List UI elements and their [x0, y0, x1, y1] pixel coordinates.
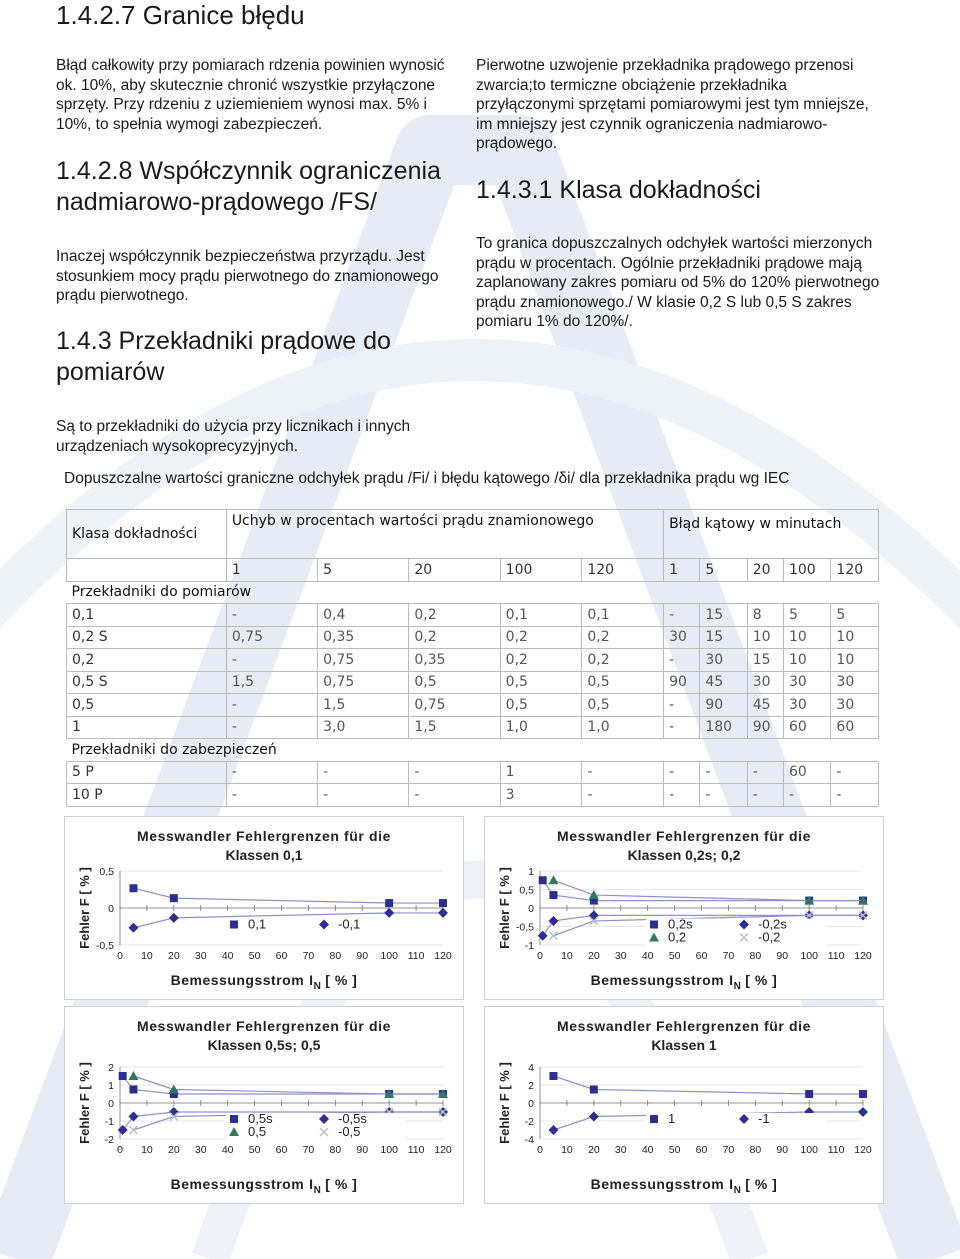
table-cell: - [664, 716, 700, 739]
x-axis-symbol: I [729, 1176, 734, 1192]
chart-svg [65, 817, 463, 999]
x-tick-label: 110 [827, 950, 845, 962]
table-cell: 1 [226, 559, 317, 582]
data-point [128, 1071, 138, 1080]
table-row [67, 649, 879, 672]
x-tick-label: 10 [141, 950, 153, 962]
y-axis-label: Fehler F [ % ] [77, 867, 92, 949]
table-cell: 0,2 [582, 649, 664, 672]
data-point [129, 884, 137, 892]
x-tick-label: 110 [407, 1144, 425, 1156]
table-cell: 30 [664, 626, 700, 649]
table-cell: 45 [700, 671, 747, 694]
chart-title: Messwandler Fehlergrenzen für die [137, 1018, 391, 1034]
y-tick-label: 0 [108, 1098, 114, 1110]
x-tick-label: 100 [800, 1144, 818, 1156]
series-line [553, 880, 863, 900]
table-cell: 0,2 [500, 626, 582, 649]
data-point [589, 1112, 599, 1122]
x-tick-label: 100 [380, 950, 398, 962]
table-cell: - [664, 784, 700, 807]
table-cell: 10 [783, 649, 830, 672]
y-tick-label: 0 [108, 903, 114, 915]
data-point [549, 932, 557, 940]
header-ratio-error: Uchyb w procentach wartości prądu znamionowego [226, 510, 663, 559]
x-tick-label: 120 [854, 950, 872, 962]
y-tick-label: -2 [524, 1116, 534, 1128]
x-axis-subscript: N [313, 1185, 322, 1196]
x-axis-subscript: N [733, 981, 742, 992]
table-cell: 100 [783, 559, 830, 582]
title-line: 1.4.3 Przekładniki prądowe do [56, 327, 391, 355]
x-tick-label: 120 [434, 950, 452, 962]
table-cell: - [582, 761, 664, 784]
y-axis-label: Fehler F [ % ] [497, 867, 512, 949]
x-tick-label: 60 [695, 1144, 708, 1156]
table-cell: 100 [500, 559, 582, 582]
table-cell: 30 [831, 671, 879, 694]
data-point [538, 931, 548, 941]
table-cell: 1 [664, 559, 700, 582]
header-class: Klasa dokładności [67, 510, 227, 559]
legend-label: 0,1 [248, 916, 267, 932]
y-axis-label: Fehler F [ % ] [497, 1062, 512, 1144]
x-tick-label: 0 [117, 1144, 123, 1156]
title-line: 1.4.2.8 Współczynnik ograniczenia [56, 157, 441, 185]
x-tick-label: 80 [749, 950, 762, 962]
table-cell: 0,2 [500, 649, 582, 672]
x-tick-label: 90 [776, 950, 789, 962]
table-cell: 5 [831, 604, 879, 627]
table-cell: 0,5 [500, 694, 582, 717]
table-cell: 8 [747, 604, 783, 627]
table-cell: 60 [783, 761, 830, 784]
table-cell: 0,4 [318, 604, 409, 627]
table-cell: 15 [700, 604, 747, 627]
section-protect-label: Przekładniki do zabezpieczeń [71, 741, 277, 758]
chart-svg [65, 1007, 463, 1203]
x-tick-label: 100 [800, 950, 818, 962]
x-axis-label [591, 1176, 778, 1196]
table-cell: 60 [831, 716, 879, 739]
chart-title: Messwandler Fehlergrenzen für die [557, 828, 811, 844]
table-cell: - [318, 761, 409, 784]
x-tick-label: 80 [329, 950, 342, 962]
class-cell: 5 P [67, 761, 227, 784]
data-point [129, 1086, 137, 1094]
table-cell: 1,5 [318, 694, 409, 717]
section-text-1-4-2-7: Błąd całkowity przy pomiarach rdzenia powinien wynosić ok. 10%, aby skutecznie chronić wszystkie przyłączone sprzęty. Przy rdzeniu z uziemieniem wynosi max. 5% i 10%, to spełnia wymogi zabezpieczeń. [56, 57, 445, 133]
x-tick-label: 120 [854, 1144, 872, 1156]
table-cell: - [664, 694, 700, 717]
data-point [548, 916, 558, 926]
x-tick-label: 20 [587, 1144, 600, 1156]
class-cell: 0,2 S [67, 626, 227, 649]
accuracy-table [66, 509, 879, 807]
table-cell: 0,2 [409, 626, 500, 649]
x-axis-symbol: I [729, 972, 734, 988]
header-phase-error: Błąd kątowy w minutach [664, 510, 879, 559]
x-tick-label: 70 [722, 1144, 735, 1156]
chart-svg [485, 817, 883, 999]
table-cell: 90 [747, 716, 783, 739]
class-cell: 0,1 [67, 604, 227, 627]
class-cell: 1 [67, 716, 227, 739]
table-cell: 15 [747, 649, 783, 672]
x-axis-label-text: Bemessungsstrom [590, 1176, 725, 1192]
legend-symbol [650, 1115, 658, 1123]
x-tick-label: 70 [302, 950, 315, 962]
class-cell: 0,5 S [67, 671, 227, 694]
y-tick-label: 0 [528, 903, 534, 915]
y-tick-label: 0,5 [519, 884, 534, 897]
table-cell: 180 [700, 716, 747, 739]
table-cell: 5 [783, 604, 830, 627]
legend-label: -1 [758, 1111, 770, 1126]
table-cell: 1,0 [582, 716, 664, 739]
table-cell: 1 [500, 761, 582, 784]
legend-label: -0,1 [338, 916, 361, 932]
section-title-1-4-2-7: 1.4.2.7 Granice błędu [56, 0, 305, 30]
x-tick-label: 100 [380, 1144, 398, 1156]
x-tick-label: 40 [641, 1144, 654, 1156]
table-cell: 60 [783, 716, 830, 739]
x-tick-label: 40 [221, 1144, 234, 1156]
table-cell: 0,35 [318, 626, 409, 649]
section-title-1-4-2-8 [56, 156, 476, 218]
table-cell: 30 [783, 694, 830, 717]
x-tick-label: 110 [407, 950, 425, 962]
table-cell: 90 [700, 694, 747, 717]
table-cell: - [700, 784, 747, 807]
x-axis-unit: [ % ] [325, 972, 358, 988]
table-cell: 20 [409, 559, 500, 582]
table-row [67, 604, 879, 627]
x-tick-label: 60 [695, 950, 708, 962]
x-axis-subscript: N [313, 981, 322, 992]
chart-title: Messwandler Fehlergrenzen für die [137, 828, 391, 844]
table-cell: 30 [747, 671, 783, 694]
data-point [549, 891, 557, 899]
table-cell: - [831, 784, 879, 807]
y-tick-label: -2 [104, 1134, 114, 1146]
class-cell: 0,5 [67, 694, 227, 717]
table-cell: 0,2 [409, 604, 500, 627]
table-cell: 120 [582, 559, 664, 582]
x-axis-symbol: I [309, 972, 314, 988]
x-tick-label: 70 [722, 950, 735, 962]
table-cell: 0,5 [582, 671, 664, 694]
x-tick-label: 80 [749, 1144, 762, 1156]
table-cell: 30 [700, 649, 747, 672]
x-tick-label: 30 [614, 1144, 627, 1156]
legend-label: 0,2s [668, 916, 693, 932]
x-axis-unit: [ % ] [325, 1176, 358, 1192]
x-axis-unit: [ % ] [745, 1176, 778, 1192]
table-cell: - [226, 716, 317, 739]
table-cell: - [664, 761, 700, 784]
protect-rows [67, 761, 879, 806]
table-row [67, 694, 879, 717]
x-tick-label: 40 [641, 950, 654, 962]
x-tick-label: 20 [167, 950, 180, 962]
y-tick-label: -0,5 [95, 940, 114, 952]
legend-symbol [230, 921, 238, 929]
table-cell: 120 [831, 559, 879, 582]
table-row [67, 626, 879, 649]
chart-class-0-2 [484, 816, 884, 1000]
x-axis-label-text: Bemessungsstrom [590, 972, 725, 988]
y-tick-label: 0 [528, 1098, 534, 1110]
x-tick-label: 90 [776, 1144, 789, 1156]
table-cell: 90 [664, 671, 700, 694]
class-cell: 10 P [67, 784, 227, 807]
table-cell: 30 [783, 671, 830, 694]
table-cell: 0,1 [582, 604, 664, 627]
legend-label: -0,5 [338, 1124, 361, 1139]
x-axis-symbol: I [309, 1176, 314, 1192]
x-axis-label-text: Bemessungsstrom [170, 1176, 305, 1192]
data-point [859, 1090, 867, 1098]
legend-symbol [650, 921, 658, 929]
y-tick-label: -1 [524, 940, 534, 952]
section-text-1-4-3-1: To granica dopuszczalnych odchyłek wartości mierzonych prądu w procentach. Ogólnie przekładniki prądowe mają zaplanowany zakres pomiaru od 5% do 120% pierwotnego prądu znamionowego./ W klasie 0,2 S lub 0,5 S zakres pomiaru 1% do 120%/. [476, 235, 880, 330]
x-axis-label [591, 972, 778, 992]
current-header-row [67, 559, 879, 582]
table-cell: 20 [747, 559, 783, 582]
data-point [439, 899, 447, 907]
data-point [169, 913, 179, 923]
table-cell: - [318, 784, 409, 807]
table-cell: - [409, 761, 500, 784]
x-axis-label [171, 1176, 358, 1196]
measure-rows [67, 604, 879, 739]
legend-label: 1 [668, 1111, 676, 1126]
legend-marker [230, 1115, 238, 1123]
title-line: nadmiarowo-prądowego /FS/ [56, 188, 377, 216]
table-cell: - [582, 784, 664, 807]
section-text-1-4-2-8: Inaczej współczynnik bezpieczeństwa przyrządu. Jest stosunkiem mocy prądu pierwotnego do znamionowego prądu pierwotnego. [56, 248, 439, 304]
table-cell: 5 [318, 559, 409, 582]
table-cell: 10 [831, 649, 879, 672]
table-cell: 3,0 [318, 716, 409, 739]
data-point [128, 923, 138, 933]
chart-class-0-1 [64, 816, 464, 1000]
table-cell: 0,35 [409, 649, 500, 672]
section-text-1-4-3: Są to przekładniki do użycia przy licznikach i innych urządzeniach wysokoprecyzyjnych. [56, 418, 411, 455]
x-tick-label: 20 [167, 1144, 180, 1156]
legend-label: 0,5 [248, 1124, 267, 1139]
y-tick-label: 2 [108, 1062, 114, 1074]
data-point [129, 1126, 137, 1134]
table-cell: - [226, 604, 317, 627]
class-cell: 0,2 [67, 649, 227, 672]
table-cell: - [747, 761, 783, 784]
legend-label: 0,5s [248, 1111, 273, 1126]
x-axis-subscript: N [733, 1185, 742, 1196]
x-tick-label: 50 [668, 1144, 681, 1156]
data-point [589, 910, 599, 920]
y-tick-label: 1 [108, 1080, 114, 1092]
data-point [805, 1090, 813, 1098]
table-cell: 1,5 [226, 671, 317, 694]
data-point [385, 899, 393, 907]
table-caption: Dopuszczalne wartości graniczne odchyłek prądu /Fi/ i błędu kątowego /δi/ dla przekładnika prądu wg IEC [64, 470, 790, 487]
chart-class-1 [484, 1006, 884, 1204]
x-tick-label: 30 [194, 950, 207, 962]
chart-subtitle: Klassen 0,1 [225, 847, 303, 863]
x-tick-label: 30 [614, 950, 627, 962]
x-tick-label: 30 [194, 1144, 207, 1156]
x-tick-label: 50 [248, 950, 261, 962]
table-cell: - [226, 784, 317, 807]
y-tick-label: 1 [528, 866, 534, 878]
x-tick-label: 10 [141, 1144, 153, 1156]
section-title-1-4-3 [56, 326, 476, 388]
y-tick-label: -0,5 [515, 921, 534, 934]
x-axis-label-text: Bemessungsstrom [170, 972, 305, 988]
x-tick-label: 20 [587, 950, 600, 962]
data-point [549, 1072, 557, 1080]
data-point [119, 1072, 127, 1080]
x-tick-label: 70 [302, 1144, 315, 1156]
table-cell: 10 [783, 626, 830, 649]
y-axis-label: Fehler F [ % ] [77, 1062, 92, 1144]
x-tick-label: 80 [329, 1144, 342, 1156]
x-tick-label: 90 [356, 1144, 369, 1156]
table-row [67, 716, 879, 739]
x-tick-label: 90 [356, 950, 369, 962]
table-cell: 15 [700, 626, 747, 649]
table-cell: 45 [747, 694, 783, 717]
table-cell: - [664, 649, 700, 672]
x-tick-label: 110 [827, 1144, 845, 1156]
right-column-text: Pierwotne uzwojenie przekładnika prądowego przenosi zwarcia;to termiczne obciążenie przekładnika przyłączonymi sprzętami pomiarowymi jest tym mniejsze, im mniejszy jest czynnik ograniczenia nadmiarowo-prądowego. [476, 57, 869, 152]
x-tick-label: 120 [434, 1144, 452, 1156]
data-point [590, 1086, 598, 1094]
x-axis-label [171, 972, 358, 992]
y-tick-label: -4 [524, 1134, 534, 1146]
table-cell: - [664, 604, 700, 627]
table-cell: 5 [700, 559, 747, 582]
table-cell: - [831, 761, 879, 784]
x-tick-label: 0 [117, 950, 123, 962]
x-tick-label: 60 [275, 1144, 288, 1156]
table-cell: - [226, 649, 317, 672]
table-cell: - [700, 761, 747, 784]
x-tick-label: 0 [537, 950, 543, 962]
section-measure-label: Przekładniki do pomiarów [71, 584, 252, 601]
legend-symbol [230, 1115, 238, 1123]
table-cell: 0,75 [318, 671, 409, 694]
legend-label: -0,2s [758, 916, 787, 932]
y-tick-label: -1 [104, 1116, 114, 1128]
legend-label: -0,5s [338, 1111, 367, 1126]
x-tick-label: 50 [668, 950, 681, 962]
title-line: pomiarów [56, 358, 165, 386]
x-tick-label: 0 [537, 1144, 543, 1156]
section-title-1-4-3-1: 1.4.3.1 Klasa dokładności [476, 176, 761, 204]
legend-label: -0,2 [758, 929, 781, 945]
chart-svg [485, 1007, 883, 1203]
chart-class-0-5 [64, 1006, 464, 1204]
table-cell: - [226, 694, 317, 717]
y-tick-label: 2 [528, 1080, 534, 1092]
table-cell: 0,75 [318, 649, 409, 672]
x-tick-label: 40 [221, 950, 234, 962]
y-tick-label: 4 [528, 1062, 534, 1074]
table-row [67, 761, 879, 784]
table-cell: 1,5 [409, 716, 500, 739]
table-cell: 10 [747, 626, 783, 649]
chart-subtitle: Klassen 0,5s; 0,5 [207, 1037, 321, 1053]
series-line [133, 888, 443, 903]
table-cell: 0,5 [409, 671, 500, 694]
x-tick-label: 50 [248, 1144, 261, 1156]
table-cell: 0,5 [582, 694, 664, 717]
table-cell [67, 559, 227, 582]
data-point [858, 1107, 868, 1117]
data-point [384, 908, 394, 918]
table-cell: 3 [500, 784, 582, 807]
x-axis-unit: [ % ] [745, 972, 778, 988]
chart-subtitle: Klassen 1 [651, 1037, 717, 1053]
table-cell: 0,75 [409, 694, 500, 717]
data-point [539, 876, 547, 884]
x-tick-label: 60 [275, 950, 288, 962]
x-tick-label: 10 [561, 1144, 573, 1156]
legend-marker [230, 921, 238, 929]
legend-marker [650, 921, 658, 929]
data-point [548, 875, 558, 884]
table-cell: 1,0 [500, 716, 582, 739]
data-point [548, 1125, 558, 1135]
table-cell: - [747, 784, 783, 807]
table-cell: 0,75 [226, 626, 317, 649]
y-tick-label: 0,5 [99, 866, 114, 878]
chart-subtitle: Klassen 0,2s; 0,2 [627, 847, 741, 863]
table-cell: 30 [831, 694, 879, 717]
table-row [67, 671, 879, 694]
table-cell: 0,1 [500, 604, 582, 627]
table-cell: - [226, 761, 317, 784]
chart-title: Messwandler Fehlergrenzen für die [557, 1018, 811, 1034]
data-point [438, 908, 448, 918]
table-cell: 0,2 [582, 626, 664, 649]
data-point [170, 894, 178, 902]
table-cell: 0,5 [500, 671, 582, 694]
table-cell: - [409, 784, 500, 807]
table-row [67, 784, 879, 807]
x-tick-label: 10 [561, 950, 573, 962]
table-cell: - [783, 784, 830, 807]
legend-marker [650, 1115, 658, 1123]
table-cell: 10 [831, 626, 879, 649]
legend-label: 0,2 [668, 929, 687, 945]
